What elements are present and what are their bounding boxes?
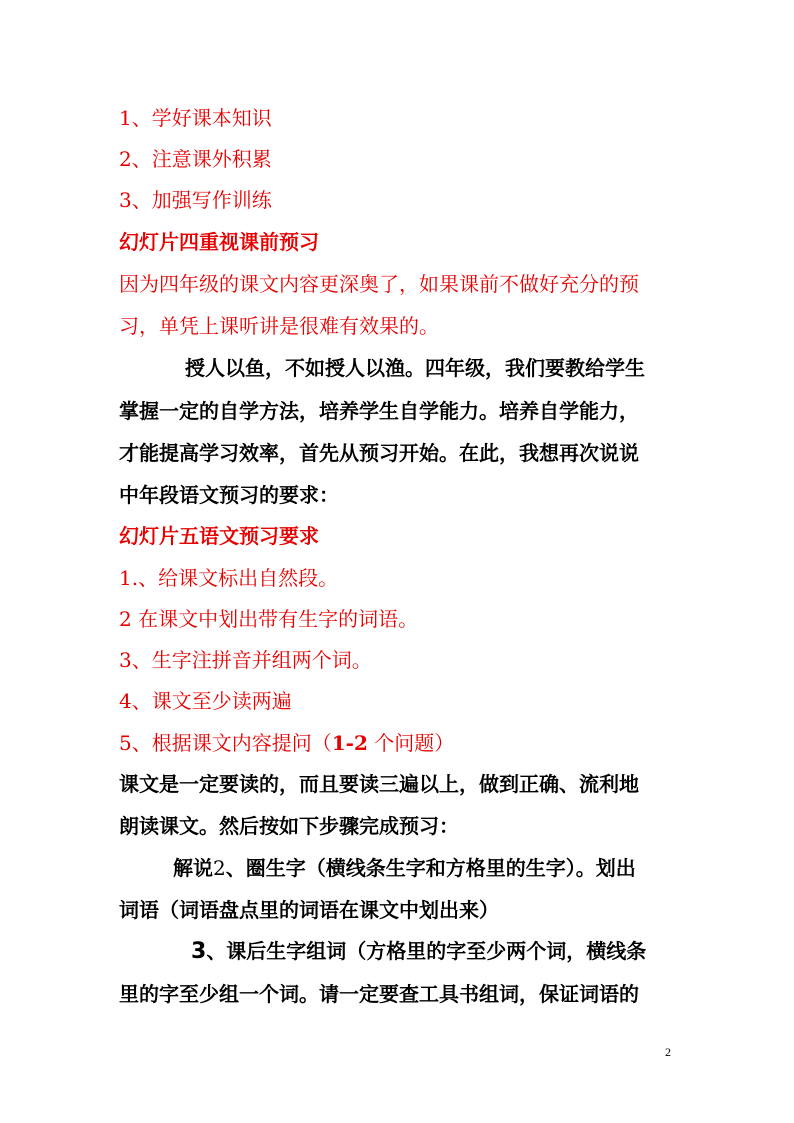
para1-line1: 授人以鱼，不如授人以渔。四年级，我们要教给学生 — [185, 356, 645, 380]
para2-line2: 朗读课文。然后按如下步骤完成预习： — [119, 814, 459, 838]
para1-line4: 中年段语文预习的要求： — [119, 483, 339, 507]
slide5-item-5-text: 5、根据课文内容提问（ — [119, 731, 332, 755]
para3-line2: 词语（词语盘点里的词语在课文中划出来） — [119, 898, 499, 922]
para3-step-number: 2 — [213, 856, 226, 880]
slide4-body-line1: 因为四年级的课文内容更深奥了，如果课前不做好充分的预 — [119, 272, 639, 296]
list-item-1: 1、学好课本知识 — [119, 106, 272, 130]
slide5-heading: 幻灯片五语文预习要求 — [119, 524, 319, 548]
slide5-item-3: 3、生字注拼音并组两个词。 — [119, 648, 372, 672]
list-item-3: 3、加强写作训练 — [119, 188, 272, 212]
slide5-item-5-range: 1-2 — [331, 731, 368, 755]
slide5-item-5 — [119, 731, 679, 755]
slide5-item-4: 4、课文至少读两遍 — [119, 689, 292, 713]
slide5-item-5-tail: 个问题） — [367, 731, 455, 755]
para4-line1 — [191, 939, 691, 964]
slide4-heading: 幻灯片四重视课前预习 — [119, 230, 319, 254]
para3-line1 — [173, 856, 693, 880]
para4-step-number: 3 — [191, 939, 207, 964]
slide4-body-line2: 习，单凭上课听讲是很难有效果的。 — [119, 314, 439, 338]
para3-line1-rest: 、圈生字（横线条生字和方格里的生字）。划出 — [225, 856, 636, 880]
para3-lead: 解说 — [173, 856, 213, 880]
slide5-item-1: 1.、给课文标出自然段。 — [119, 566, 339, 590]
para2-line1: 课文是一定要读的，而且要读三遍以上，做到正确、流利地 — [119, 772, 639, 796]
slide5-item-2: 2 在课文中划出带有生字的词语。 — [119, 607, 419, 631]
list-item-2: 2、注意课外积累 — [119, 147, 272, 171]
para4-line1-rest: 、课后生字组词（方格里的字至少两个词，横线条 — [206, 939, 647, 963]
para1-line2: 掌握一定的自学方法，培养学生自学能力。培养自学能力， — [119, 399, 639, 423]
para4-line2: 里的字至少组一个词。请一定要查工具书组词，保证词语的 — [119, 982, 639, 1006]
page-number: 2 — [665, 1045, 671, 1059]
para1-line3: 才能提高学习效率，首先从预习开始。在此，我想再次说说 — [119, 441, 639, 465]
